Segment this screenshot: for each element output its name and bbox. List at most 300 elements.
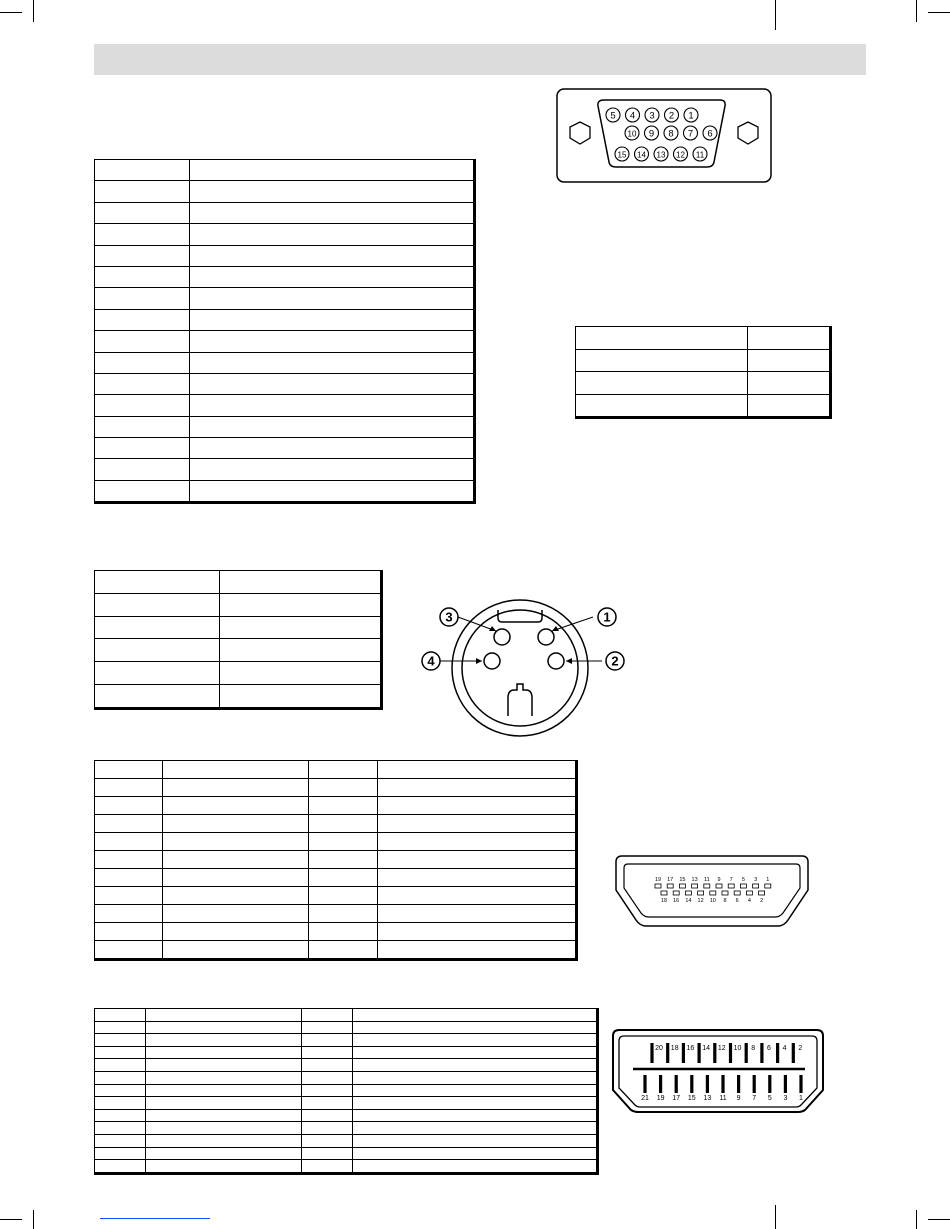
table-cell [146, 1109, 302, 1122]
vga-pin [645, 126, 659, 140]
table-cell [163, 851, 309, 869]
table-cell [220, 662, 382, 685]
crop-mark-tr-v [916, 0, 917, 22]
scart-pin-label: 21 [641, 1095, 649, 1102]
scart-pin-label: 15 [687, 1095, 696, 1102]
crop-mark-bl-v [33, 1210, 34, 1229]
hdmi-pin [673, 891, 679, 904]
table-row [95, 815, 577, 833]
vga-pin [684, 108, 698, 122]
table-cell [302, 1059, 353, 1072]
table-row [95, 1097, 598, 1110]
hdmi-pin [692, 877, 698, 888]
hdmi-pin [698, 891, 704, 904]
table-row [95, 1021, 598, 1034]
table-cell [95, 1147, 146, 1160]
table-cell [309, 869, 378, 887]
hdmi-pin-label: 9 [717, 877, 721, 883]
table-cell [576, 327, 748, 350]
table-cell [378, 869, 577, 887]
table-cell [146, 1122, 302, 1135]
vga-pin-label: 14 [637, 150, 646, 160]
hdmi-pin-label: 17 [667, 877, 674, 883]
table-cell [146, 1084, 302, 1097]
table-cell [353, 1021, 598, 1034]
crop-mark-br-v [916, 1210, 917, 1229]
table-cell [353, 1097, 598, 1110]
scart-pin-label: 11 [719, 1095, 727, 1102]
table-cell [95, 438, 190, 459]
table-cell [146, 1097, 302, 1110]
table-cell [95, 684, 220, 708]
table-cell [163, 869, 309, 887]
table-cell [353, 1046, 598, 1059]
table-row [95, 869, 577, 887]
table-row [95, 887, 577, 905]
table-cell [748, 394, 831, 418]
table-cell [95, 1122, 146, 1135]
hdmi-pin-label: 16 [673, 898, 680, 904]
table-cell [146, 1009, 302, 1022]
table-row [95, 1009, 598, 1022]
table-cell [95, 160, 190, 181]
table-cell [146, 1160, 302, 1174]
table-row [95, 662, 382, 685]
table-cell [302, 1009, 353, 1022]
scart-pin-label: 20 [655, 1045, 663, 1052]
scart-pin [799, 1075, 803, 1102]
table-row [95, 331, 475, 352]
table-cell [146, 1147, 302, 1160]
vga-pin [684, 126, 698, 140]
table-cell [378, 797, 577, 815]
table-cell [353, 1071, 598, 1084]
scart-pin [783, 1075, 787, 1102]
footer-link-underline [100, 1218, 210, 1219]
table-cell [353, 1134, 598, 1147]
table-cell [309, 779, 378, 797]
scart-pin-label: 8 [751, 1045, 756, 1052]
table-cell [302, 1021, 353, 1034]
hdmi-pin-table [94, 760, 578, 961]
table-row [95, 352, 475, 373]
table-cell [95, 1034, 146, 1047]
table-row [95, 833, 577, 851]
table-cell [95, 923, 163, 941]
table-cell [146, 1134, 302, 1147]
scart-pin-label: 14 [702, 1045, 710, 1052]
table-cell [95, 245, 190, 266]
table-cell [378, 887, 577, 905]
table-cell [302, 1071, 353, 1084]
table-cell [378, 761, 577, 779]
table-cell [190, 309, 475, 330]
hdmi-pin [679, 877, 685, 888]
table-cell [302, 1122, 353, 1135]
svideo-callout [440, 608, 458, 626]
svideo-callout-label: 1 [603, 609, 611, 625]
table-cell [309, 905, 378, 923]
table-cell [95, 1009, 146, 1022]
table-row [95, 1160, 598, 1174]
vga-pin-label: 1 [688, 110, 694, 122]
table-cell [309, 941, 378, 960]
vga-pin-label: 12 [676, 150, 685, 160]
table-row [95, 480, 475, 502]
table-row [95, 1046, 598, 1059]
scart-pin-label: 2 [798, 1045, 803, 1052]
table-cell [95, 1071, 146, 1084]
table-cell [190, 288, 475, 309]
table-cell [95, 202, 190, 223]
vga-pin-label: 4 [629, 110, 636, 122]
table-row [95, 288, 475, 309]
scart-pin [752, 1075, 756, 1102]
scart-pin-label: 1 [799, 1095, 803, 1102]
hdmi-pin [685, 891, 691, 904]
hdmi-pin-label: 6 [735, 898, 739, 904]
table-cell [146, 1034, 302, 1047]
table-cell [748, 349, 831, 372]
table-cell [95, 1097, 146, 1110]
table-cell [190, 181, 475, 202]
table-cell [95, 833, 163, 851]
table-cell [95, 1084, 146, 1097]
vga-pin-label: 9 [648, 128, 655, 140]
table-cell [220, 593, 382, 616]
table-cell [163, 761, 309, 779]
hdmi-pin-label: 11 [703, 877, 710, 883]
table-row [95, 1034, 598, 1047]
table-cell [353, 1009, 598, 1022]
table-cell [353, 1084, 598, 1097]
crop-mark-tl-v [33, 0, 34, 22]
vga-pin-label: 11 [695, 150, 705, 160]
vga-pin-label: 13 [656, 150, 666, 160]
table-cell [748, 327, 831, 350]
table-cell [95, 851, 163, 869]
scart-pin [768, 1075, 772, 1102]
table-cell [576, 394, 748, 418]
svideo-callout [606, 652, 624, 670]
table-cell [309, 833, 378, 851]
table-cell [353, 1160, 598, 1174]
table-cell [95, 815, 163, 833]
table-cell [309, 761, 378, 779]
table-cell [220, 639, 382, 662]
vga-pin-label: 6 [707, 128, 713, 140]
vga-pin [635, 147, 649, 161]
scart-pin-label: 17 [672, 1095, 681, 1102]
table-cell [95, 639, 220, 662]
table-cell [190, 266, 475, 287]
table-cell [302, 1147, 353, 1160]
svideo-callout-label: 4 [427, 653, 435, 669]
table-cell [190, 352, 475, 373]
crop-mark-bl-h [0, 1219, 22, 1220]
table-cell [190, 373, 475, 394]
table-cell [576, 349, 748, 372]
table-cell [378, 779, 577, 797]
vga-pin [665, 108, 679, 122]
table-row [95, 761, 577, 779]
svideo-callout [598, 608, 616, 626]
table-cell [378, 941, 577, 960]
vga-pin [606, 108, 620, 122]
hdmi-pin [661, 891, 667, 904]
table-row [95, 373, 475, 394]
table-cell [378, 815, 577, 833]
scart-pin-label: 6 [766, 1045, 771, 1052]
crop-mark-br-h [928, 1219, 950, 1220]
hdmi-pin-label: 4 [747, 898, 751, 904]
table-row [95, 1147, 598, 1160]
table-cell [302, 1084, 353, 1097]
hdmi-pin [655, 877, 661, 888]
table-cell [220, 684, 382, 708]
table-cell [163, 779, 309, 797]
scart-pin-label: 13 [703, 1095, 712, 1102]
scart-pin-label: 19 [656, 1095, 665, 1102]
table-cell [95, 352, 190, 373]
table-row [95, 1122, 598, 1135]
table-row [95, 1134, 598, 1147]
table-row [95, 684, 382, 708]
table-row [576, 372, 831, 395]
vga-pin [625, 126, 639, 140]
scart-pin-label: 12 [717, 1045, 726, 1052]
table-cell [309, 923, 378, 941]
scart-pin-label: 3 [783, 1095, 788, 1102]
scart-pin-table [94, 1008, 599, 1175]
table-row [95, 941, 577, 960]
hdmi-pin-label: 13 [691, 877, 698, 883]
table-cell [95, 309, 190, 330]
table-cell [95, 480, 190, 502]
table-cell [95, 373, 190, 394]
table-cell [95, 459, 190, 480]
table-cell [190, 224, 475, 245]
table-row [95, 266, 475, 287]
table-cell [146, 1071, 302, 1084]
table-cell [302, 1034, 353, 1047]
table-row [576, 349, 831, 372]
table-cell [95, 1134, 146, 1147]
table-row [95, 395, 475, 416]
hdmi-pin-label: 2 [760, 898, 764, 904]
table-cell [220, 616, 382, 639]
table-cell [378, 905, 577, 923]
table-row [576, 394, 831, 418]
vga-pin [664, 126, 678, 140]
table-cell [95, 905, 163, 923]
table-cell [163, 797, 309, 815]
scart-pin-label: 4 [782, 1045, 787, 1052]
hdmi-pin-label: 15 [679, 877, 686, 883]
table-cell [309, 851, 378, 869]
svideo-connector-diagram [418, 598, 640, 740]
svideo-callout [422, 652, 440, 670]
table-row [95, 309, 475, 330]
table-cell [163, 833, 309, 851]
table-cell [95, 593, 220, 616]
table-row [95, 1071, 598, 1084]
table-row [95, 224, 475, 245]
crop-mark-bc-v [775, 1205, 776, 1229]
table-cell [190, 245, 475, 266]
hdmi-pin-label: 7 [729, 877, 733, 883]
table-cell [302, 1160, 353, 1174]
vga-pin-label: 5 [610, 110, 616, 122]
table-cell [190, 160, 475, 181]
vga-pin [703, 126, 717, 140]
table-cell [353, 1109, 598, 1122]
table-cell [353, 1059, 598, 1072]
vga-pin-label: 10 [627, 129, 637, 139]
table-row [95, 905, 577, 923]
table-cell [95, 266, 190, 287]
vga-pin-label: 2 [668, 110, 675, 122]
table-row [95, 851, 577, 869]
table-cell [163, 923, 309, 941]
table-cell [378, 833, 577, 851]
table-row [95, 202, 475, 223]
table-cell [95, 887, 163, 905]
hdmi-pin-label: 5 [741, 877, 745, 883]
table-row [95, 160, 475, 181]
table-cell [748, 372, 831, 395]
table-row [95, 571, 382, 594]
vga-pin [645, 108, 659, 122]
table-cell [309, 815, 378, 833]
table-cell [95, 395, 190, 416]
hdmi-pin [704, 877, 710, 888]
vga-pin [615, 147, 629, 161]
hdmi-pin-label: 18 [660, 898, 668, 904]
hdmi-pin-label: 19 [654, 877, 662, 883]
scart-pin-label: 10 [733, 1045, 742, 1052]
hdmi-pin [667, 877, 673, 888]
scart-pin-label: 16 [686, 1045, 695, 1052]
table-cell [146, 1046, 302, 1059]
table-cell [576, 372, 748, 395]
svideo-pin-table [94, 570, 383, 710]
table-cell [190, 331, 475, 352]
table-cell [190, 202, 475, 223]
section-header-bar [94, 44, 866, 75]
table-cell [95, 779, 163, 797]
table-cell [146, 1059, 302, 1072]
table-row [95, 245, 475, 266]
table-cell [309, 887, 378, 905]
table-cell [95, 288, 190, 309]
table-cell [302, 1109, 353, 1122]
table-cell [95, 662, 220, 685]
table-cell [190, 395, 475, 416]
table-cell [95, 331, 190, 352]
table-row [95, 616, 382, 639]
vga-pin-label: 3 [649, 110, 655, 122]
table-cell [302, 1046, 353, 1059]
svideo-callout-label: 2 [611, 653, 619, 669]
table-cell [95, 1021, 146, 1034]
table-cell [302, 1134, 353, 1147]
table-cell [95, 797, 163, 815]
vga-pin-label: 7 [687, 128, 694, 140]
table-cell [353, 1147, 598, 1160]
scart-pin-label: 7 [752, 1095, 757, 1102]
table-cell [190, 438, 475, 459]
vga-pin [626, 108, 640, 122]
vga-pin [693, 147, 707, 161]
svideo-callout-label: 3 [445, 609, 453, 625]
table-row [95, 438, 475, 459]
vga-connector-diagram [556, 88, 772, 184]
scart-pin-label: 5 [767, 1095, 772, 1102]
table-cell [95, 941, 163, 960]
table-cell [353, 1122, 598, 1135]
table-row [95, 1084, 598, 1097]
table-cell [95, 181, 190, 202]
crop-mark-tc-v [775, 0, 776, 30]
scart-pin [737, 1075, 741, 1102]
table-cell [378, 923, 577, 941]
table-cell [95, 1160, 146, 1174]
table-cell [95, 1059, 146, 1072]
table-cell [95, 761, 163, 779]
table-cell [95, 571, 220, 594]
table-cell [95, 869, 163, 887]
vga-pin [674, 147, 688, 161]
crop-mark-tr-h [928, 12, 950, 13]
hdmi-pin-label: 12 [697, 898, 704, 904]
table-row [95, 1109, 598, 1122]
table-row [95, 797, 577, 815]
table-cell [163, 905, 309, 923]
hdmi-pin-label: 3 [754, 877, 758, 883]
vga-pin-label: 8 [668, 128, 674, 140]
vga-pin-table [94, 159, 476, 504]
table-row [95, 923, 577, 941]
table-cell [190, 459, 475, 480]
table-cell [302, 1097, 353, 1110]
hdmi-pin-label: 1 [766, 877, 770, 883]
hdmi-pin-label: 14 [685, 898, 692, 904]
table-cell [95, 1109, 146, 1122]
vga-pin [654, 147, 668, 161]
hdmi-pin-label: 10 [709, 898, 716, 904]
table-row [95, 639, 382, 662]
table-cell [95, 224, 190, 245]
scart-pin-label: 9 [736, 1095, 741, 1102]
table-row [95, 593, 382, 616]
table-cell [220, 571, 382, 594]
table-row [95, 459, 475, 480]
table-cell [190, 416, 475, 437]
table-cell [309, 797, 378, 815]
scart-pin-label: 18 [670, 1045, 679, 1052]
vga-pin-label: 15 [617, 150, 627, 160]
table-cell [378, 851, 577, 869]
hdmi-pin [710, 891, 716, 904]
hdmi-connector-diagram [612, 852, 812, 930]
table-row [95, 181, 475, 202]
table-row [576, 327, 831, 350]
hdmi-pin-label: 8 [723, 898, 727, 904]
table-cell [163, 941, 309, 960]
scart-connector-diagram [609, 1028, 827, 1114]
table-cell [146, 1021, 302, 1034]
